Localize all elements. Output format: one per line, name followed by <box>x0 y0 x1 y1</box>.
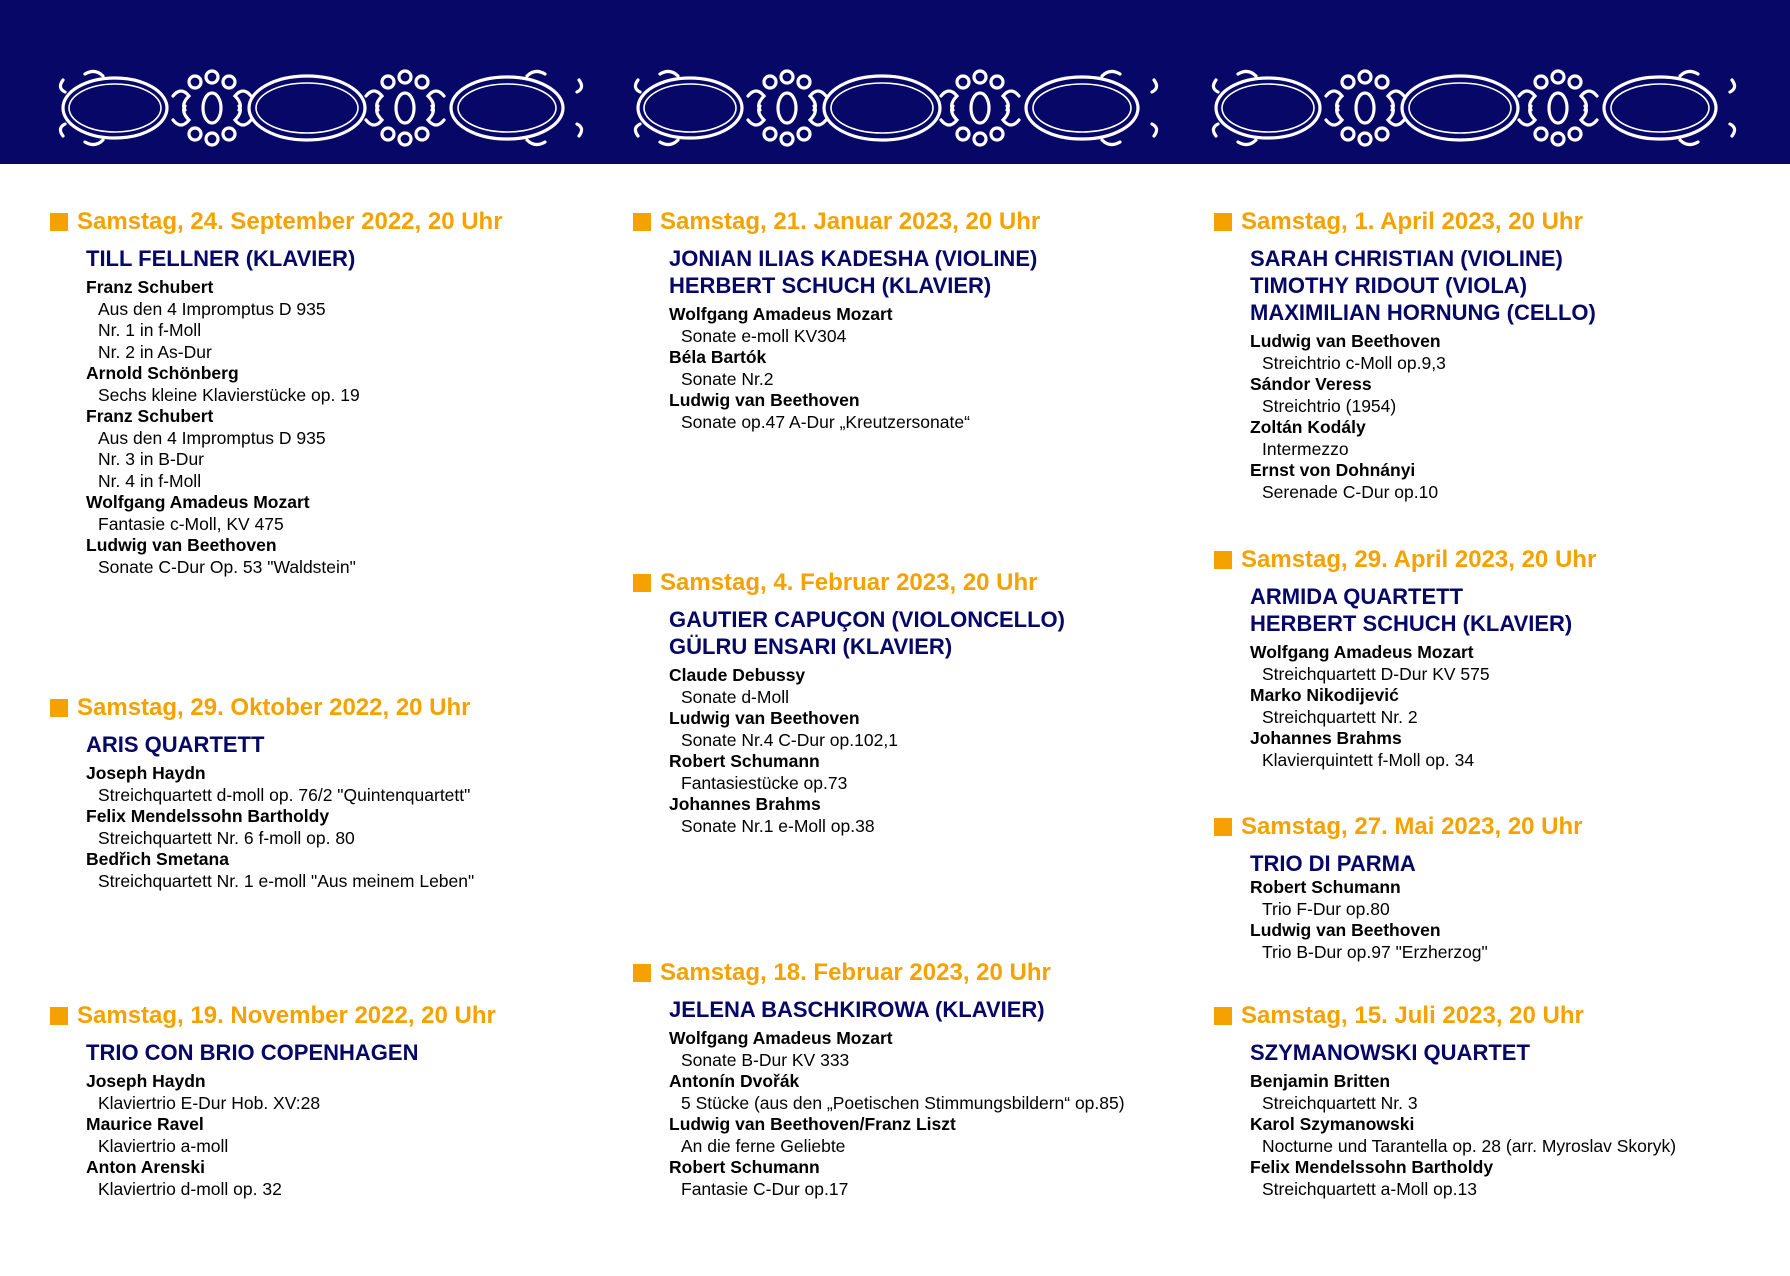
program <box>1250 877 1774 963</box>
bullet-square-icon <box>50 213 68 231</box>
performer: TRIO DI PARMA <box>1250 851 1416 876</box>
program <box>669 665 1193 837</box>
program <box>1250 1071 1774 1200</box>
performer: HERBERT SCHUCH (KLAVIER) <box>669 273 992 298</box>
concert-block <box>50 1001 610 1200</box>
work: Sonate d-Moll <box>681 686 789 707</box>
composer: Ludwig van Beethoven <box>86 535 277 555</box>
program <box>1250 642 1774 771</box>
work: Streichtrio (1954) <box>1262 395 1397 416</box>
concert-block <box>1214 812 1774 963</box>
performer: SZYMANOWSKI QUARTET <box>1250 1040 1530 1065</box>
work: Nr. 1 in f-Moll <box>98 320 202 340</box>
bullet-square-icon <box>1214 213 1232 231</box>
program <box>86 763 610 892</box>
bullet-square-icon <box>633 213 651 231</box>
composer: Ludwig van Beethoven <box>669 708 860 728</box>
composer: Marko Nikodijević <box>1250 685 1399 705</box>
composer: Maurice Ravel <box>86 1114 204 1134</box>
concert-date: Samstag, 24. September 2022, 20 Uhr <box>77 208 503 235</box>
performer: GAUTIER CAPUÇON (VIOLONCELLO) <box>669 607 1065 632</box>
composer: Felix Mendelssohn Bartholdy <box>86 806 330 826</box>
composer: Johannes Brahms <box>1250 728 1402 748</box>
work: Aus den 4 Impromptus D 935 <box>98 298 326 319</box>
composer: Ernst von Dohnányi <box>1250 460 1416 480</box>
work: Nr. 4 in f-Moll <box>98 470 202 491</box>
performer: TRIO CON BRIO COPENHAGEN <box>86 1040 419 1065</box>
performer: TIMOTHY RIDOUT (VIOLA) <box>1250 273 1528 298</box>
concert-block <box>633 958 1193 1200</box>
work: Fantasiestücke op.73 <box>681 772 848 793</box>
composer: Ludwig van Beethoven/Franz Liszt <box>669 1114 956 1134</box>
concert-date: Samstag, 27. Mai 2023, 20 Uhr <box>1241 813 1583 840</box>
composer: Béla Bartók <box>669 347 767 367</box>
performer: JONIAN ILIAS KADESHA (VIOLINE) <box>669 246 1038 271</box>
work: Sonate C-Dur Op. 53 "Waldstein" <box>98 556 356 577</box>
work: Streichquartett Nr. 3 <box>1262 1092 1418 1113</box>
composer: Robert Schumann <box>669 751 820 771</box>
work: Nr. 2 in As-Dur <box>98 341 212 362</box>
concert-date: Samstag, 18. Februar 2023, 20 Uhr <box>660 959 1051 986</box>
composer: Ludwig van Beethoven <box>1250 920 1441 940</box>
work: Streichquartett a-Moll op.13 <box>1262 1178 1477 1199</box>
concert-date: Samstag, 29. April 2023, 20 Uhr <box>1241 546 1597 573</box>
column-2 <box>633 0 1193 1276</box>
work: Klaviertrio E-Dur Hob. XV:28 <box>98 1092 321 1113</box>
performer: JELENA BASCHKIROWA (KLAVIER) <box>669 997 1045 1022</box>
composer: Sándor Veress <box>1250 374 1372 394</box>
composer: Franz Schubert <box>86 277 214 297</box>
concert-block <box>1214 1001 1774 1200</box>
performer: ARMIDA QUARTETT <box>1250 584 1464 609</box>
composer: Zoltán Kodály <box>1250 417 1366 437</box>
bullet-square-icon <box>50 699 68 717</box>
composer: Bedřich Smetana <box>86 849 229 869</box>
work: Fantasie c-Moll, KV 475 <box>98 513 284 534</box>
composer: Joseph Haydn <box>86 1071 206 1091</box>
program <box>86 1071 610 1200</box>
performer: TILL FELLNER (KLAVIER) <box>86 246 356 271</box>
work: Klaviertrio d-moll op. 32 <box>98 1178 282 1199</box>
bullet-square-icon <box>633 574 651 592</box>
work: Sechs kleine Klavierstücke op. 19 <box>98 384 360 405</box>
composer: Robert Schumann <box>669 1157 820 1177</box>
concert-date: Samstag, 1. April 2023, 20 Uhr <box>1241 208 1583 235</box>
composer: Wolfgang Amadeus Mozart <box>669 1028 893 1048</box>
concert-date: Samstag, 29. Oktober 2022, 20 Uhr <box>77 694 471 721</box>
work: Sonate Nr.1 e-Moll op.38 <box>681 815 875 836</box>
work: Sonate e-moll KV304 <box>681 325 847 346</box>
work: Streichquartett d-moll op. 76/2 "Quintenquartett" <box>98 784 471 805</box>
bullet-square-icon <box>1214 818 1232 836</box>
composer: Arnold Schönberg <box>86 363 239 383</box>
performer: HERBERT SCHUCH (KLAVIER) <box>1250 611 1573 636</box>
composer: Claude Debussy <box>669 665 806 685</box>
performer: ARIS QUARTETT <box>86 732 265 757</box>
composer: Wolfgang Amadeus Mozart <box>86 492 310 512</box>
composer: Ludwig van Beethoven <box>1250 331 1441 351</box>
work: Streichtrio c-Moll op.9,3 <box>1262 352 1446 373</box>
composer: Ludwig van Beethoven <box>669 390 860 410</box>
work: Streichquartett Nr. 2 <box>1262 706 1418 727</box>
concert-date: Samstag, 19. November 2022, 20 Uhr <box>77 1002 496 1029</box>
work: 5 Stücke (aus den „Poetischen Stimmungsbildern“ op.85) <box>681 1092 1125 1113</box>
program <box>669 1028 1193 1200</box>
column-1 <box>50 0 610 1276</box>
concert-block <box>1214 545 1774 771</box>
work: Fantasie C-Dur op.17 <box>681 1178 849 1199</box>
composer: Felix Mendelssohn Bartholdy <box>1250 1157 1494 1177</box>
composer: Johannes Brahms <box>669 794 821 814</box>
concert-block <box>633 568 1193 837</box>
work: Trio B-Dur op.97 "Erzherzog" <box>1262 941 1488 962</box>
composer: Robert Schumann <box>1250 877 1401 897</box>
concert-block <box>50 693 610 892</box>
work: Nr. 3 in B-Dur <box>98 449 204 469</box>
work: Streichquartett Nr. 6 f-moll op. 80 <box>98 827 355 848</box>
concert-block <box>633 207 1193 433</box>
composer: Karol Szymanowski <box>1250 1114 1415 1134</box>
work: Streichquartett Nr. 1 e-moll "Aus meinem Leben" <box>98 870 475 891</box>
composer: Wolfgang Amadeus Mozart <box>1250 642 1474 662</box>
work: Sonate B-Dur KV 333 <box>681 1049 850 1070</box>
performer: SARAH CHRISTIAN (VIOLINE) <box>1250 246 1563 271</box>
concert-date: Samstag, 21. Januar 2023, 20 Uhr <box>660 208 1041 235</box>
composer: Wolfgang Amadeus Mozart <box>669 304 893 324</box>
composer: Anton Arenski <box>86 1157 205 1177</box>
performer: MAXIMILIAN HORNUNG (CELLO) <box>1250 300 1596 325</box>
program <box>86 277 610 578</box>
work: Klaviertrio a-moll <box>98 1135 229 1156</box>
work: Nocturne und Tarantella op. 28 (arr. Myroslav Skoryk) <box>1262 1135 1677 1156</box>
composer: Franz Schubert <box>86 406 214 426</box>
work: Klavierquintett f-Moll op. 34 <box>1262 749 1475 770</box>
performer: GÜLRU ENSARI (KLAVIER) <box>669 634 953 659</box>
bullet-square-icon <box>1214 551 1232 569</box>
work: Sonate Nr.2 <box>681 368 774 389</box>
work: Streichquartett D-Dur KV 575 <box>1262 663 1490 684</box>
work: Trio F-Dur op.80 <box>1262 898 1390 919</box>
work: Intermezzo <box>1262 438 1349 459</box>
work: Sonate op.47 A-Dur „Kreutzersonate“ <box>681 411 970 432</box>
composer: Benjamin Britten <box>1250 1071 1391 1091</box>
work: Aus den 4 Impromptus D 935 <box>98 427 326 448</box>
work: An die ferne Geliebte <box>681 1135 846 1156</box>
concert-block <box>1214 207 1774 503</box>
work: Sonate Nr.4 C-Dur op.102,1 <box>681 729 898 750</box>
bullet-square-icon <box>50 1007 68 1025</box>
bullet-square-icon <box>633 964 651 982</box>
composer: Joseph Haydn <box>86 763 206 783</box>
program <box>669 304 1193 433</box>
column-3 <box>1214 0 1774 1276</box>
concert-date: Samstag, 15. Juli 2023, 20 Uhr <box>1241 1002 1584 1029</box>
work: Serenade C-Dur op.10 <box>1262 481 1439 502</box>
program <box>1250 331 1774 503</box>
concert-block <box>50 207 610 578</box>
concert-date: Samstag, 4. Februar 2023, 20 Uhr <box>660 569 1038 596</box>
composer: Antonín Dvořák <box>669 1071 800 1091</box>
bullet-square-icon <box>1214 1007 1232 1025</box>
